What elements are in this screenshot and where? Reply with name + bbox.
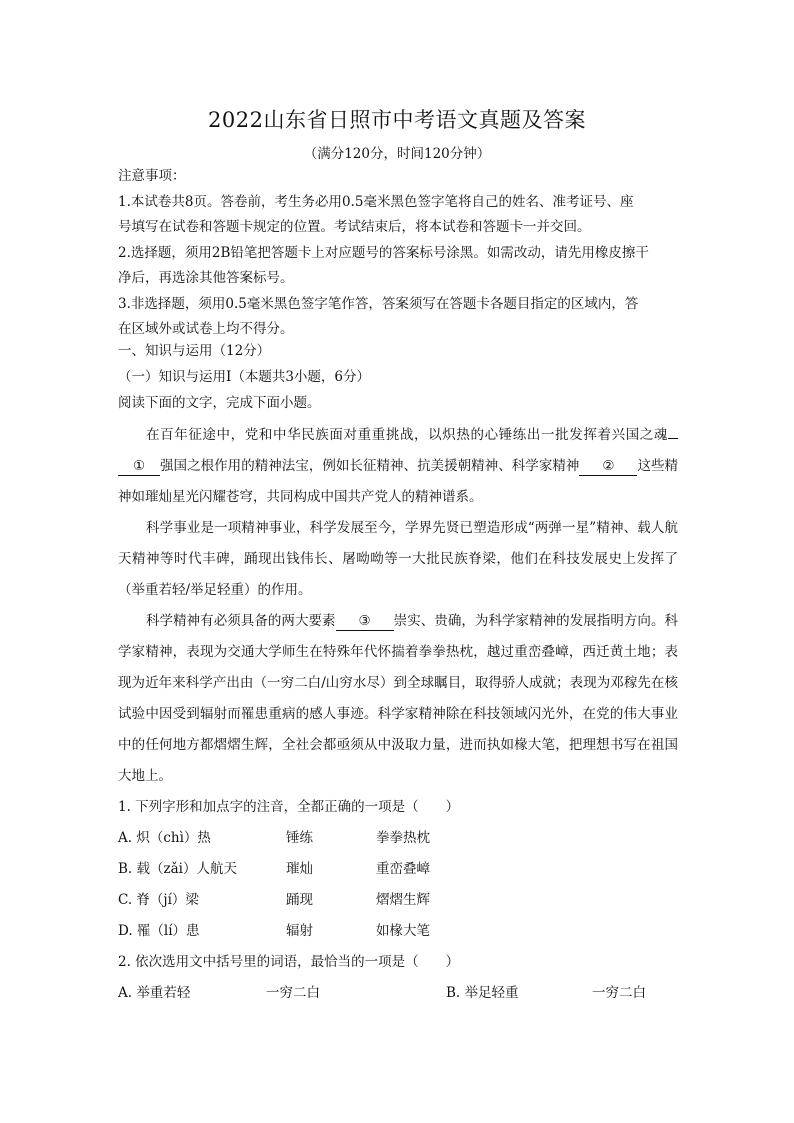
notice-line: 在区域外或试卷上均不得分。 — [118, 321, 294, 337]
option-text: 如椽大笔 — [376, 923, 430, 939]
passage-text: 这些精神如璀灿星光闪耀苍穹，共同构成中国共产党人的精神谱系。 — [118, 458, 679, 505]
option-text: B. 载（zǎi）人航天 — [118, 861, 237, 877]
option-text: 踊现 — [286, 892, 313, 908]
notice-heading: 注意事项： — [118, 168, 186, 184]
passage-text: 科学精神有必须具备的两大要素 — [146, 613, 336, 629]
option-text: D. 罹（lí）患 — [118, 923, 200, 939]
passage-text: 在百年征途中，党和中华民族面对重重挑战，以炽热的心锤练出一批发挥着兴国之魂 — [146, 427, 668, 443]
option-text: A. 炽（chì）热 — [118, 830, 211, 846]
option-text: 重峦叠嶂 — [376, 861, 430, 877]
option-text: C. 脊（jí）梁 — [118, 892, 199, 908]
passage-text: 崇实、贵确，为科学家精神的发展指明方向。科学家精神，表现为交通大学师生在特殊年代怀揣着拳拳热枕，越过重峦叠嶂，西迁黄土地；表现为近年来科学产出由（一穷二白/山穷水尽）到全球瞩目，取得骄人成就；表现为邓稼先在核试验中因受到辐射而罹患重病的感人事迹。科学家精神除在科技领域闪光外，在党的伟大事业中的任何地方都熠熠生辉，全社会都亟须从中汲取力量，进而执如椽大笔，把理想书写在祖国大地上。 — [118, 613, 679, 784]
option-text: 一穷二白 — [592, 985, 646, 1001]
question-list — [118, 792, 678, 1009]
fill-blank: ① — [118, 458, 160, 476]
notice-line: 1.本试卷共8页。答卷前，考生务必用0.5毫米黑色签字笔将自己的姓名、准考证号、座 — [118, 193, 634, 210]
answer-option[interactable] — [118, 854, 678, 885]
document-subtitle: （满分120分，时间120分钟） — [303, 146, 491, 162]
reading-instruction: 阅读下面的文字，完成下面小题。 — [118, 395, 321, 411]
notice-block — [118, 164, 678, 343]
fill-blank: ③ — [336, 613, 394, 631]
option-text: 璀灿 — [286, 861, 313, 877]
passage-paragraph — [118, 420, 678, 513]
subpart-heading: （一）知识与运用Ⅰ（本题共3小题，6分） — [118, 369, 371, 385]
notice-line: 2.选择题，须用2B铅笔把答题卡上对应题号的答案标号涂黑。如需改动，请先用橡皮擦干 — [118, 244, 649, 261]
notice-line: 3.非选择题，须用0.5毫米黑色签字笔作答，答案须写在答题卡各题目指定的区域内，答 — [118, 295, 639, 312]
option-text: 熠熠生辉 — [376, 892, 430, 908]
passage-paragraph — [118, 606, 678, 792]
option-text: A. 举重若轻 — [118, 985, 191, 1001]
answer-option[interactable] — [118, 823, 678, 854]
blank-lead — [668, 438, 678, 439]
option-text: 拳拳热枕 — [376, 830, 430, 846]
fill-blank: ② — [579, 458, 637, 476]
passage-text: 强国之根作用的精神法宝，例如长征精神、抗美援朝精神、科学家精神 — [160, 458, 580, 474]
answer-option[interactable] — [118, 916, 678, 947]
reading-passage — [118, 420, 678, 792]
option-text: B. 举足轻重 — [446, 985, 519, 1001]
passage-paragraph: 科学事业是一项精神事业，科学发展至今，学界先贤已塑造形成“两弹一星”精神、载人航天精神等时代丰碑，踊现出钱伟长、屠呦呦等一大批民族脊梁，他们在科技发展史上发挥了（举重若轻/举足轻重）的作用。 — [118, 520, 678, 598]
part-heading: 一、知识与运用（12分） — [118, 343, 271, 359]
notice-line: 净后，再选涂其他答案标号。 — [118, 270, 294, 286]
answer-option[interactable] — [118, 885, 678, 916]
option-text: 一穷二白 — [266, 985, 320, 1001]
document-title: 2022山东省日照市中考语文真题及答案 — [208, 108, 586, 132]
notice-line: 号填写在试卷和答题卡规定的位置。考试结束后，将本试卷和答题卡一并交回。 — [118, 219, 591, 235]
option-text: 辐射 — [286, 923, 313, 939]
option-text: 锤练 — [286, 830, 313, 846]
question-stem: 2. 依次选用文中括号里的词语，最恰当的一项是（ ） — [118, 954, 460, 970]
answer-option-row[interactable] — [118, 978, 678, 1009]
section-header — [118, 338, 678, 416]
question-stem: 1. 下列字形和加点字的注音，全都正确的一项是（ ） — [118, 799, 460, 815]
